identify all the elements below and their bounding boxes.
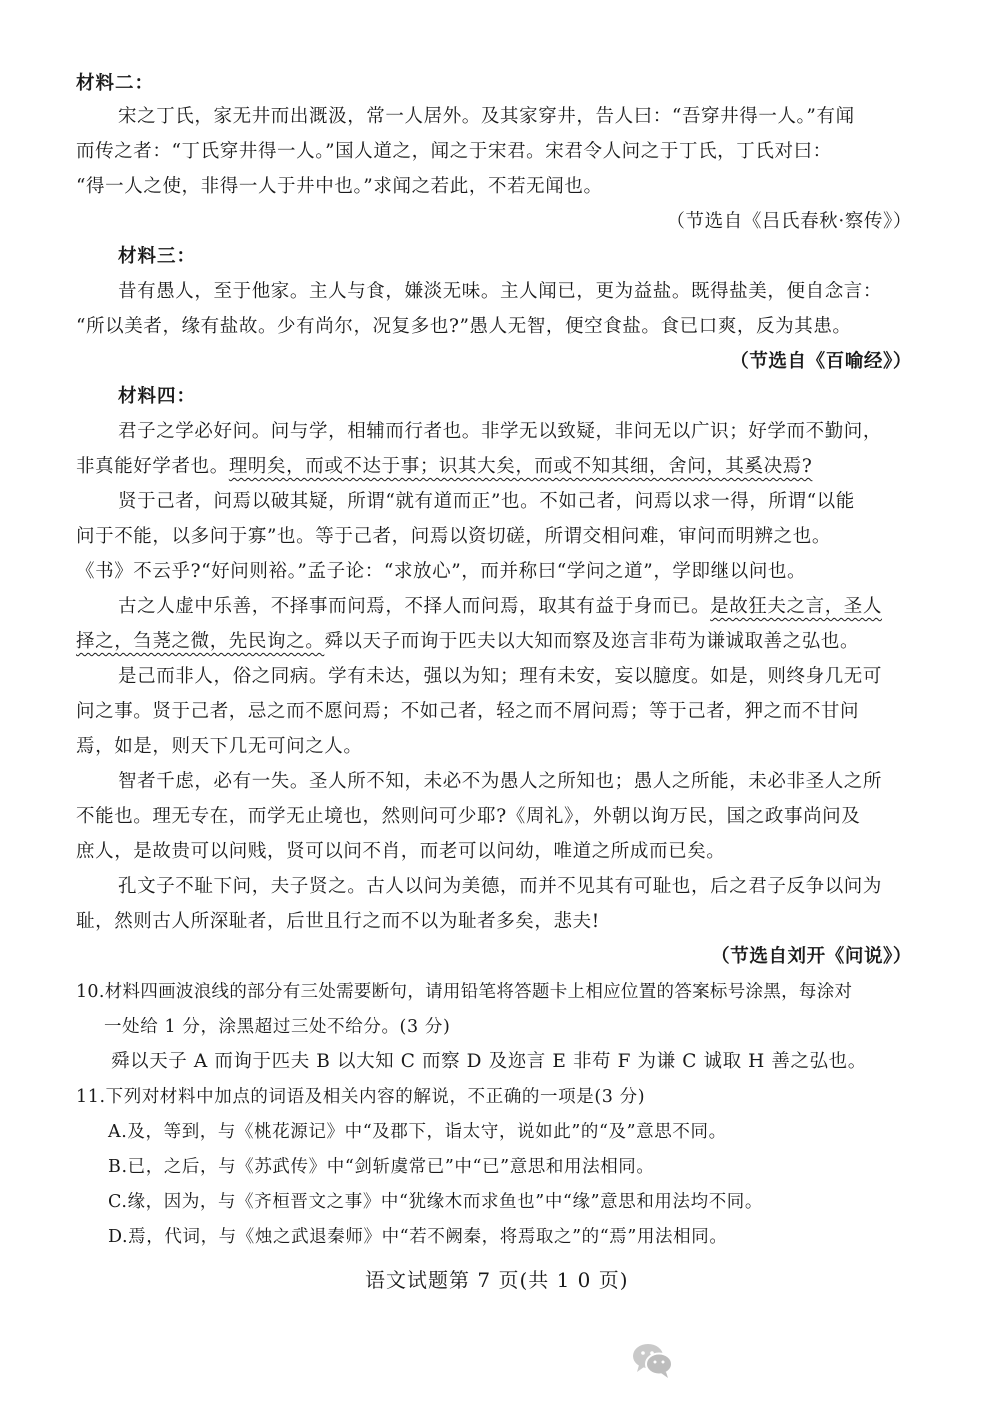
- wavy-underlined-text: 择之，刍荛之微，先民询之。: [76, 631, 325, 652]
- material-4-line: 不能也。理无专在，而学无止境也，然则问可少耶?《周礼》，外朝以询万民，国之政事尚问及: [76, 806, 861, 827]
- material-4-line: 《书》不云乎?“好问则裕。”孟子论：“求放心”，而并称曰“学问之道”，学即继以问也。: [76, 561, 807, 582]
- material-4-text: 舜以天子而询于匹夫以大知而察及迩言非苟为谦诚取善之弘也。: [324, 631, 860, 652]
- material-3-line: “所以美者，缘有盐故。少有尚尔，况复多也?”愚人无智，便空食盐。食已口爽，反为其患。: [76, 316, 852, 337]
- question-11-option-c: C.缘，因为，与《齐桓晋文之事》中“犹缘木而求鱼也”中“缘”意思和用法均不同。: [108, 1192, 764, 1212]
- material-4-text: 古之人虚中乐善，不择事而问焉，不择人而问焉，取其有益于身而已。: [118, 596, 711, 617]
- material-4-line: 贤于己者，问焉以破其疑，所谓“就有道而正”也。不如己者，问焉以求一得，所谓“以能: [118, 491, 855, 512]
- question-11-option-a: A.及，等到，与《桃花源记》中“及郡下，诣太守，说如此”的“及”意思不同。: [108, 1122, 727, 1142]
- material-4-line: 君子之学必好问。问与学，相辅而行者也。非学无以致疑，非问无以广识；好学而不勤问，: [118, 421, 883, 442]
- wavy-underlined-text: 是故狂夫之言，圣人: [710, 596, 883, 617]
- material-4-heading: 材料四：: [118, 386, 197, 407]
- question-10-stem: 10.材料四画波浪线的部分有三处需要断句，请用铅笔将答题卡上相应位置的答案标号涂黑，每涂对: [76, 982, 853, 1002]
- page-footer: 语文试题第 7 页(共 1 0 页): [365, 1268, 629, 1292]
- wavy-underlined-text: 理明矣，而或不达于事；识其大矣，而或不知其细，舍问，其奚决焉?: [228, 456, 813, 477]
- question-11-stem: 11.下列对材料中加点的词语及相关内容的解说，不正确的一项是(3 分): [76, 1087, 646, 1107]
- material-4-line: 是己而非人，俗之同病。学有未达，强以为知；理有未安，妄以臆度。如是，则终身几无可: [118, 666, 883, 687]
- wechat-icon: [630, 1340, 676, 1380]
- material-2-line: “得一人之使，非得一人于井中也。”求闻之若此，不若无闻也。: [76, 176, 603, 197]
- material-2-line: 宋之丁氏，家无井而出溉汲，常一人居外。及其家穿井，告人曰：“吾穿井得一人。”有闻: [118, 106, 855, 127]
- material-4-line: [76, 453, 812, 481]
- material-2-line: 而传之者：“丁氏穿井得一人。”国人道之，闻之于宋君。宋君令人问之于丁氏，丁氏对曰：: [76, 141, 832, 162]
- material-4-line: 庶人，是故贵可以问贱，贤可以问不肖，而老可以问幼，唯道之所成而已矣。: [76, 841, 726, 862]
- material-4-line: 智者千虑，必有一失。圣人所不知，未必不为愚人之所知也；愚人之所能，未必非圣人之所: [118, 771, 883, 792]
- material-4-text: 非真能好学者也。: [76, 456, 229, 477]
- material-4-line: 问之事。贤于己者，忌之而不愿问焉；不如己者，轻之而不屑问焉；等于己者，狎之而不甘问: [76, 701, 860, 722]
- material-4-source: （节选自刘开《问说》）: [711, 946, 912, 967]
- question-11-option-b: B.已，之后，与《苏武传》中“剑斩虞常已”中“已”意思和用法相同。: [108, 1157, 655, 1177]
- question-10-stem: 一处给 1 分，涂黑超过三处不给分。(3 分): [104, 1017, 451, 1037]
- material-4-line: [76, 628, 859, 656]
- question-10-sentence: 舜以天子 A 而询于匹夫 B 以大知 C 而察 D 及迩言 E 非苟 F 为谦 C 诚取 H 善之弘也。: [111, 1051, 867, 1072]
- material-2-heading: 材料二：: [76, 73, 155, 94]
- material-4-line: [118, 593, 882, 621]
- material-3-line: 昔有愚人，至于他家。主人与食，嫌淡无味。主人闻已，更为益盐。既得盐美，便自念言：: [118, 281, 883, 302]
- material-4-line: 孔文子不耻下问，夫子贤之。古人以问为美德，而并不见其有可耻也，后之君子反争以问为: [118, 876, 883, 897]
- material-4-line: 问于不能，以多问于寡”也。等于己者，问焉以资切磋，所谓交相问难，审问而明辨之也。: [76, 526, 831, 547]
- material-2-source: （节选自《吕氏春秋·察传》）: [666, 211, 912, 232]
- material-3-source: （节选自《百喻经》）: [730, 351, 912, 372]
- question-11-option-d: D.焉，代词，与《烛之武退秦师》中“若不阙秦，将焉取之”的“焉”用法相同。: [108, 1227, 728, 1247]
- material-4-line: 耻，然则古人所深耻者，后世且行之而不以为耻者多矣，悲夫!: [76, 911, 600, 932]
- material-3-heading: 材料三：: [118, 246, 197, 267]
- material-4-line: 焉，如是，则天下几无可问之人。: [76, 736, 363, 757]
